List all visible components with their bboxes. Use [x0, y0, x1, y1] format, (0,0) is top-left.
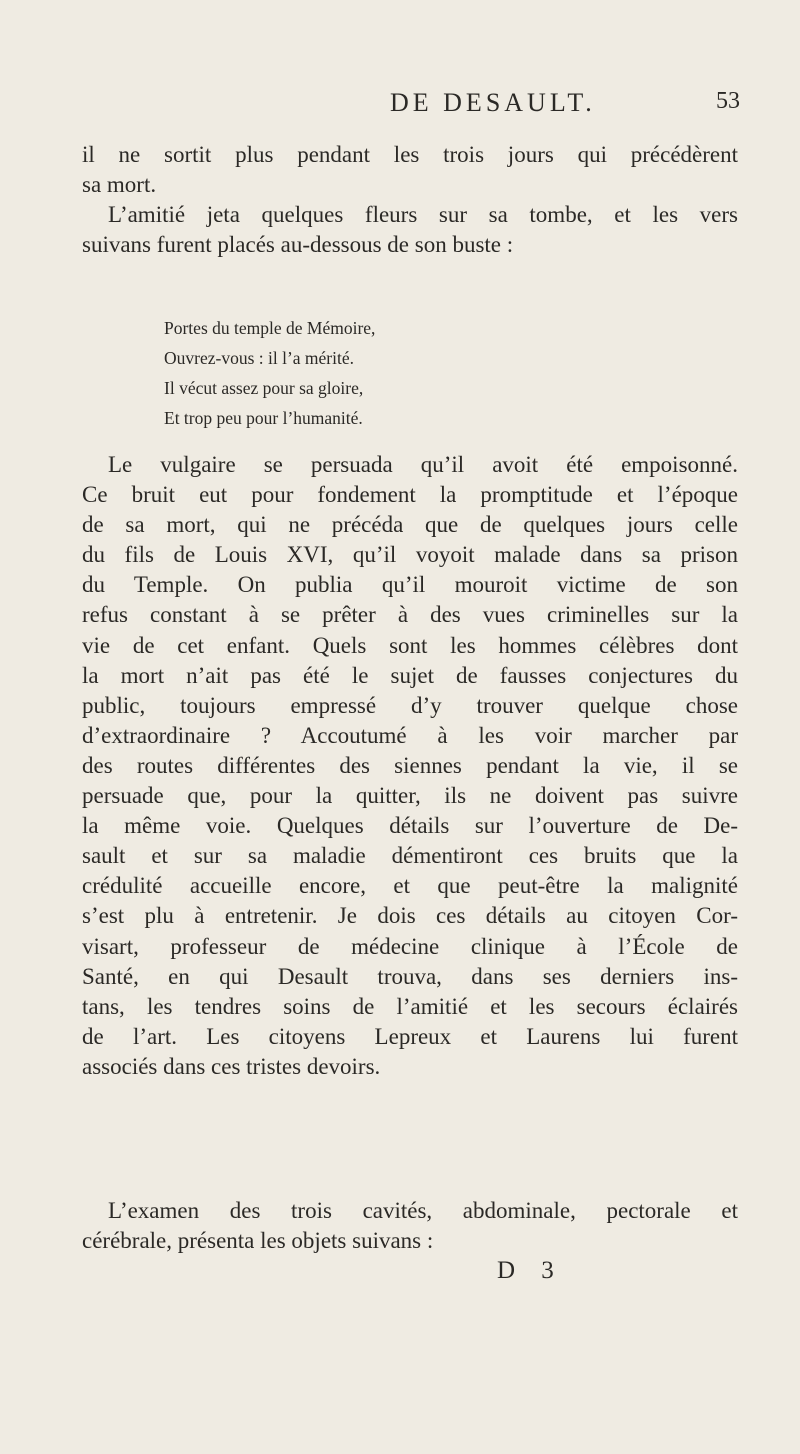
text-line: Ce bruit eut pour fondement la promptitude et l’époque [82, 482, 738, 508]
text-line: visart, professeur de médecine clinique à l’École de [82, 933, 738, 959]
text-line: persuade que, pour la quitter, ils ne doivent pas suivre [82, 783, 738, 809]
text-line: cérébrale, présenta les objets suivans : [82, 1228, 434, 1253]
text-line: vie de cet enfant. Quels sont les hommes célèbres dont [82, 632, 738, 658]
verse-line: Et trop peu pour l’humanité. [164, 408, 363, 428]
running-head [60, 88, 740, 128]
text-line: sa mort. [82, 172, 157, 197]
text-line: suivans furent placés au-dessous de son buste : [82, 232, 514, 257]
text-line: de sa mort, qui ne précéda que de quelques jours celle [82, 512, 738, 538]
text-line: Le vulgaire se persuada qu’il avoit été empoisonné. [108, 452, 738, 477]
text-line: des routes différentes des siennes pendant la vie, il se [82, 752, 738, 778]
paragraph-1 [82, 140, 738, 260]
verse-line: Portes du temple de Mémoire, [164, 318, 376, 338]
text-line: tans, les tendres soins de l’amitié et les secours éclairés [82, 993, 738, 1019]
text-line: la mort n’ait pas été le sujet de fausses conjectures du [82, 662, 738, 688]
text-line: sault et sur sa maladie démentiront ces bruits que la [82, 843, 738, 869]
paragraph-2 [82, 450, 738, 1082]
running-title: DE DESAULT. [390, 88, 596, 117]
text-line: d’extraordinaire ? Accoutumé à les voir marcher par [82, 722, 738, 748]
text-line: refus constant à se prêter à des vues criminelles sur la [82, 602, 738, 628]
text-line: public, toujours empressé d’y trouver quelque chose [82, 692, 738, 718]
text-line: L’amitié jeta quelques fleurs sur sa tombe, et les vers [108, 202, 738, 227]
signature-mark: D 3 [497, 1257, 564, 1284]
text-line: du Temple. On publia qu’il mouroit victime de son [82, 572, 738, 598]
text-line: du fils de Louis XVI, qu’il voyoit malade dans sa prison [82, 542, 738, 568]
verse-line: Ouvrez-vous : il l’a mérité. [164, 348, 355, 368]
text-line: L’examen des trois cavités, abdominale, pectorale et [108, 1198, 738, 1223]
text-line: crédulité accueille encore, et que peut-être la malignité [82, 873, 738, 899]
epitaph-verse [164, 313, 624, 433]
text-line: associés dans ces tristes devoirs. [82, 1053, 381, 1079]
text-line: la même voie. Quelques détails sur l’ouverture de De- [82, 813, 738, 839]
text-line: de l’art. Les citoyens Lepreux et Laurens lui furent [82, 1023, 738, 1049]
text-line: Santé, en qui Desault trouva, dans ses derniers ins- [82, 963, 738, 989]
text-line: il ne sortit plus pendant les trois jours qui précédèrent [82, 142, 738, 167]
text-line: s’est plu à entretenir. Je dois ces détails au citoyen Cor- [82, 903, 738, 929]
page-number: 53 [716, 88, 740, 114]
paragraph-3 [82, 1196, 738, 1256]
verse-line: Il vécut assez pour sa gloire, [164, 378, 364, 398]
